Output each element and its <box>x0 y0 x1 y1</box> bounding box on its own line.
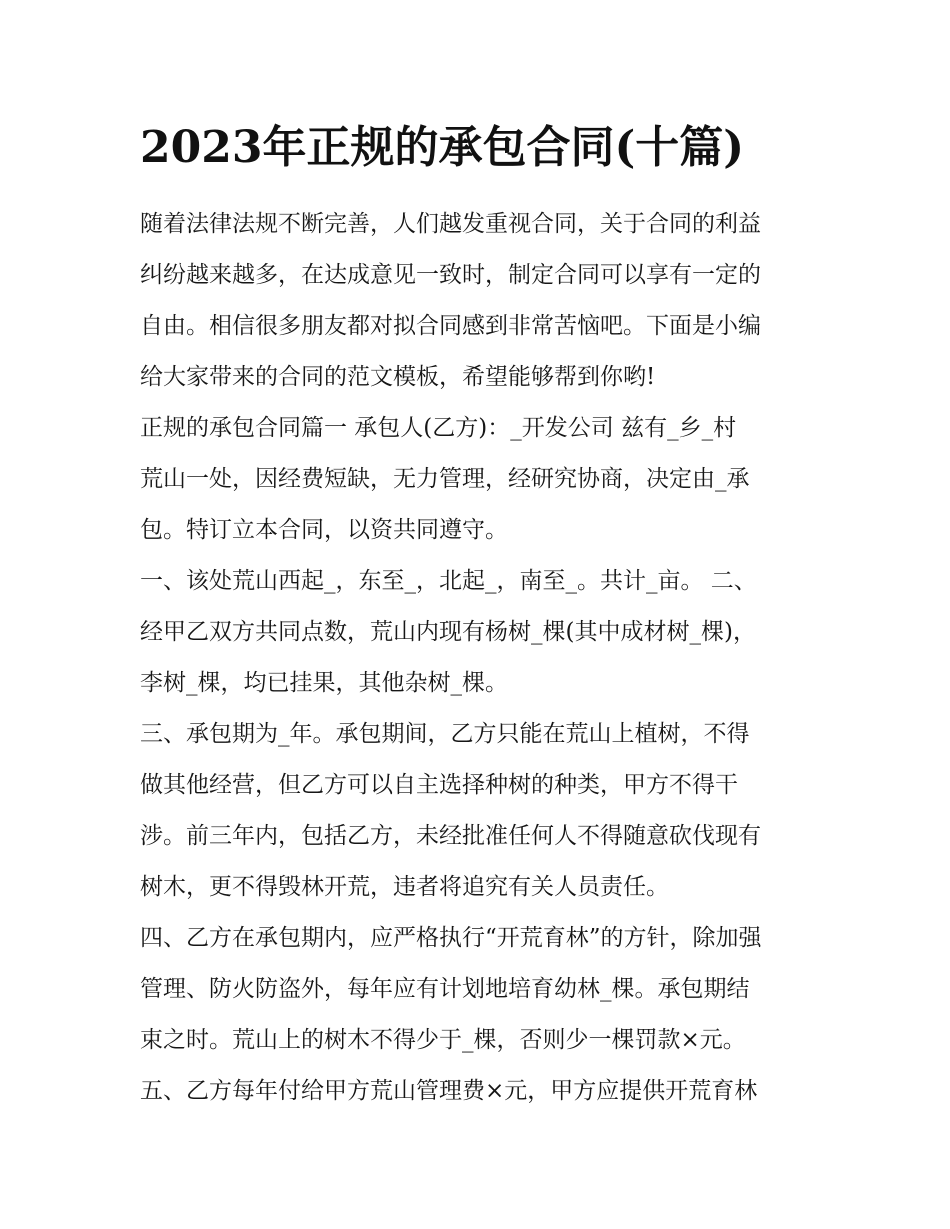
body-line: 涉。前三年内，包括乙方，未经批准任何人不得随意砍伐现有 <box>140 823 761 849</box>
body-line: 管理、防火防盗外，每年应有计划地培育幼林_棵。承包期结 <box>140 976 750 1002</box>
body-line: 束之时。荒山上的树木不得少于_棵，否则少一棵罚款×元。 <box>140 1027 746 1053</box>
body-line: 纠纷越来越多，在达成意见一致时，制定合同可以享有一定的 <box>140 262 761 288</box>
body-line: 经甲乙双方共同点数，荒山内现有杨树_棵(其中成材树_棵)， <box>140 619 756 645</box>
body-line: 正规的承包合同篇一 承包人(乙方)：_开发公司 兹有_乡_村 <box>140 415 737 441</box>
body-line: 李树_棵，均已挂果，其他杂树_棵。 <box>140 670 508 696</box>
document-title: 2023年正规的承包合同(十篇) <box>140 122 745 173</box>
body-line: 五、乙方每年付给甲方荒山管理费×元，甲方应提供开荒育林 <box>140 1078 758 1104</box>
body-line: 自由。相信很多朋友都对拟合同感到非常苦恼吧。下面是小编 <box>140 313 761 339</box>
body-line: 一、该处荒山西起_，东至_，北起_，南至_。共计_亩。 二、 <box>140 568 757 594</box>
body-line: 给大家带来的合同的范文模板，希望能够帮到你哟! <box>140 364 656 390</box>
body-line: 做其他经营，但乙方可以自主选择种树的种类，甲方不得干 <box>140 772 738 798</box>
body-line: 树木，更不得毁林开荒，违者将追究有关人员责任。 <box>140 874 669 900</box>
body-line: 三、承包期为_年。承包期间，乙方只能在荒山上植树，不得 <box>140 721 750 747</box>
body-line: 包。特订立本合同，以资共同遵守。 <box>140 517 508 543</box>
body-line: 荒山一处，因经费短缺，无力管理，经研究协商，决定由_承 <box>140 466 750 492</box>
body-line: 四、乙方在承包期内，应严格执行“开荒育林”的方针，除加强 <box>140 925 762 951</box>
body-line: 随着法律法规不断完善，人们越发重视合同，关于合同的利益 <box>140 211 761 237</box>
document-body <box>140 199 815 1117</box>
